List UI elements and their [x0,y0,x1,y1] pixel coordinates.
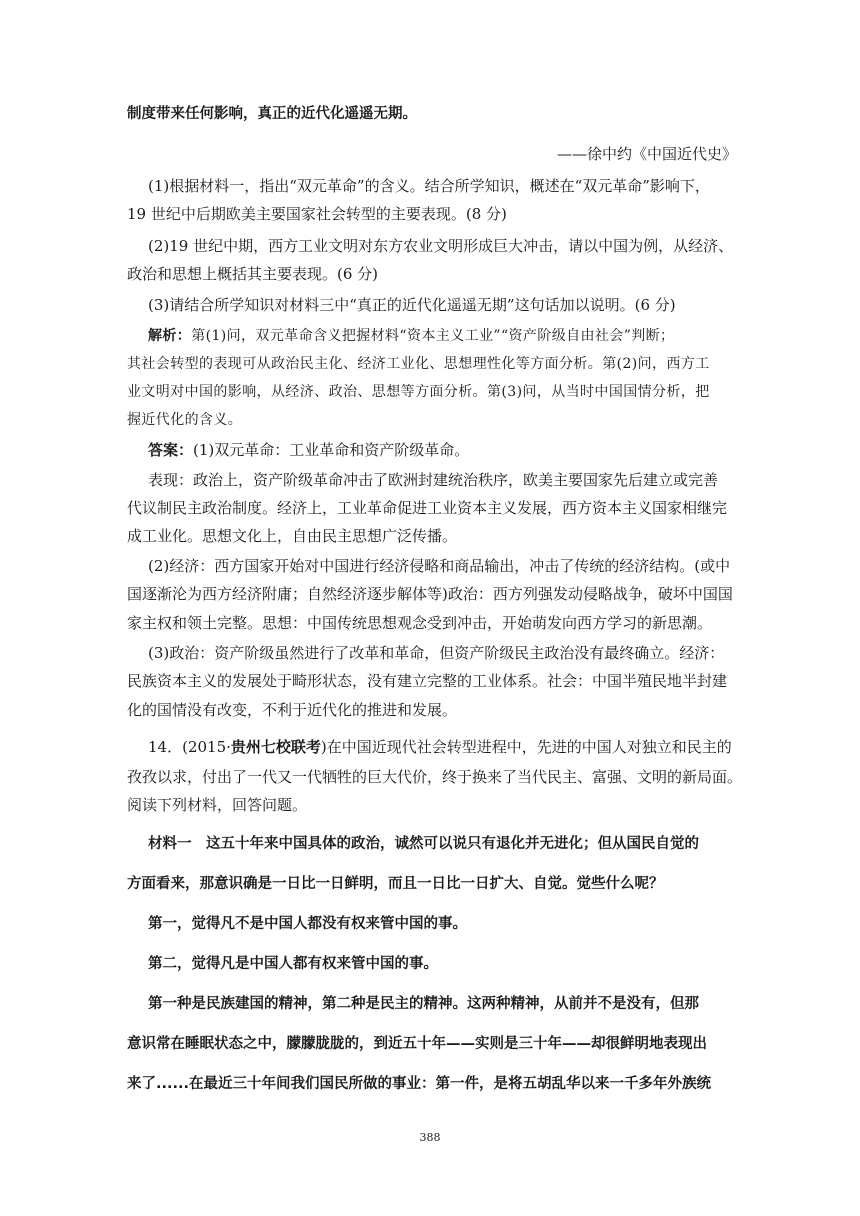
analysis-line3: 业文明对中国的影响，从经济、政治、思想等方面分析。第(3)问，从当时中国国情分析，把 [127,384,710,400]
question-14-line1 [148,737,737,757]
analysis-line2: 其社会转型的表现可从政治民主化、经济工业化、思想理性化等方面分析。第(2)问，西方工 [127,356,710,372]
material-line: 材料一 这五十年来中国具体的政治，诚然可以说只有退化并无进化；但从国民自觉的 [148,836,699,852]
question-14-line2: 孜孜以求，付出了一代又一代牺牲的巨大代价，终于换来了当代民主、富强、文明的新局面。 [127,768,743,786]
question-1-line2: 19 世纪中后期欧美主要国家社会转型的主要表现。(8 分) [127,205,507,223]
question-2-line1: (2)19 世纪中期，西方工业文明对东方农业文明形成巨大冲击，请以中国为例，从经济、 [148,237,734,255]
question-14-line3: 阅读下列材料，回答问题。 [127,796,308,814]
question-3: (3)请结合所学知识对材料三中“真正的近代化遥遥无期”这句话加以说明。(6 分) [148,296,676,314]
question-1-line1: (1)根据材料一，指出“双元革命”的含义。结合所学知识，概述在“双元革命”影响下， [148,177,710,195]
text-line: 制度带来任何影响，真正的近代化遥遥无期。 [127,106,417,122]
analysis-line1 [148,326,737,346]
question-2-line2: 政治和思想上概括其主要表现。(6 分) [127,265,379,283]
page-number: 388 [419,1131,441,1144]
analysis-label: 解析： [148,328,192,344]
question-text: )在中国近现代社会转型进程中，先进的中国人对独立和民主的 [320,738,732,756]
material-line: 第一种是民族建国的精神，第二种是民主的精神。这两种精神，从前并不是没有，但那 [148,996,699,1012]
source-citation: ——徐中约《中国近代史》 [556,145,737,163]
answer-line: 民族资本主义的发展处于畸形状态，没有建立完整的工业体系。社会：中国半殖民地半封建 [127,672,728,690]
question-number: 14．(2015· [148,738,231,756]
analysis-text: 第(1)问，双元革命含义把握材料“资本主义工业”“资产阶级自由社会”判断； [191,328,675,344]
answer-text: (1)双元革命：工业革命和资产阶级革命。 [193,441,470,459]
analysis-line4: 握近代化的含义。 [127,412,243,428]
answer-line: (3)政治：资产阶级虽然进行了改革和革命，但资产阶级民主政治没有最终确立。经济： [148,644,725,662]
answer-line: 成工业化。思想文化上，自由民主思想广泛传播。 [127,527,458,545]
material-line: 来了......在最近三十年间我们国民所做的事业：第一件，是将五胡乱华以来一千多年外族统 [127,1076,712,1092]
material-line: 方面看来，那意识确是一日比一日鲜明，而且一日比一日扩大、自觉。觉些什么呢？ [127,876,664,892]
material-line: 第一，觉得凡不是中国人都没有权来管中国的事。 [148,916,467,932]
answer-line: 表现：政治上，资产阶级革命冲击了欧洲封建统治秩序，欧美主要国家先后建立或完善 [148,471,719,489]
answer-line1 [148,440,737,460]
material-line: 意识常在睡眠状态之中，朦朦胧胧的，到近五十年——实则是三十年——却很鲜明地表现出 [127,1036,707,1052]
answer-line: (2)经济：西方国家开始对中国进行经济侵略和商品输出，冲击了传统的经济结构。(或中 [148,557,731,575]
question-source: 贵州七校联考 [230,738,321,756]
answer-label: 答案： [148,441,194,459]
answer-line: 代议制民主政治制度。经济上，工业革命促进工业资本主义发展，西方资本主义国家相继完 [127,499,728,517]
material-line: 第二，觉得凡是中国人都有权来管中国的事。 [148,956,438,972]
answer-line: 国逐渐沦为西方经济附庸；自然经济逐步解体等)政治：西方列强发动侵略战争，破坏中国国 [127,585,733,603]
answer-line: 化的国情没有改变，不利于近代化的推进和发展。 [127,701,458,719]
answer-line: 家主权和领土完整。思想：中国传统思想观念受到冲击，开始萌发向西方学习的新思潮。 [127,614,713,632]
